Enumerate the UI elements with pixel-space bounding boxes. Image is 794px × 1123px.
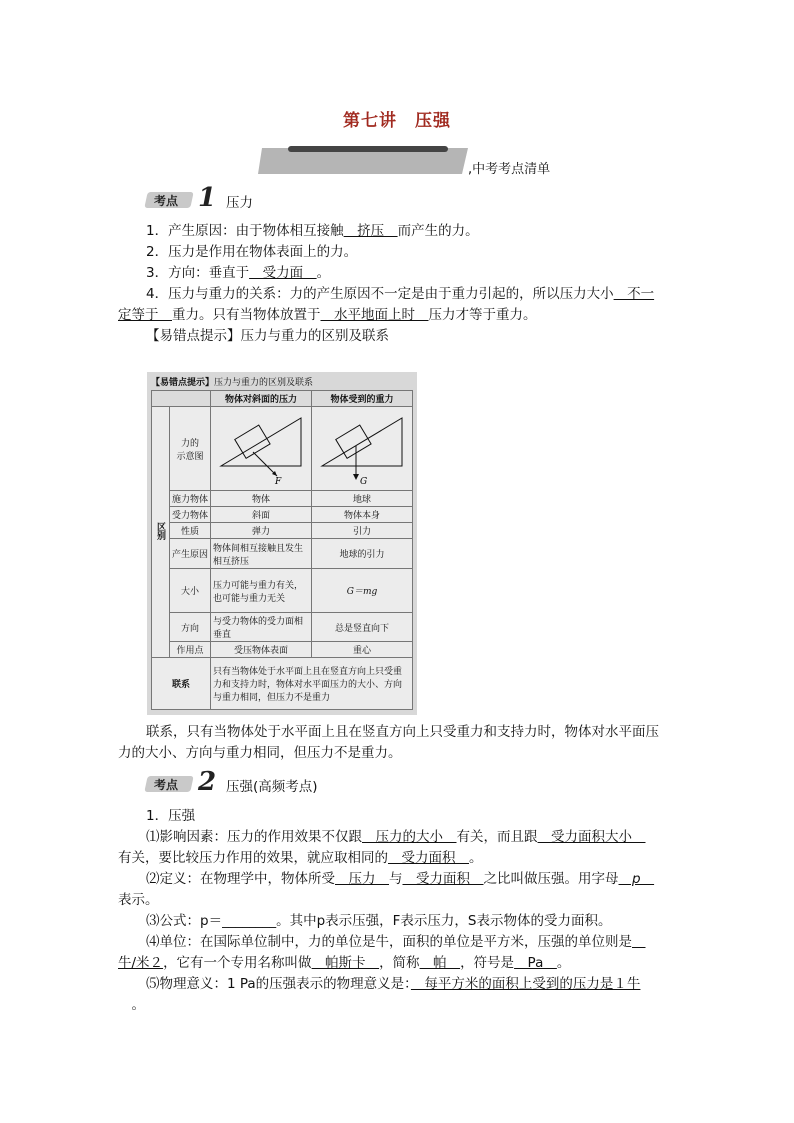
qubie-label: 区别	[152, 407, 170, 658]
force-G-label: G	[360, 477, 368, 486]
s1-line-1: 1．产生原因：由于物体相互接触 挤压 而产生的力。	[146, 223, 479, 239]
row-label: 方向	[170, 613, 211, 642]
page-title: 第七讲 压强	[343, 111, 451, 131]
s2-line-9: 。	[118, 997, 145, 1013]
row-label: 大小	[170, 569, 211, 613]
after-table-line-2: 力的大小、方向与重力相同，但压力不是重力。	[118, 745, 402, 761]
row-label: 受力物体	[170, 507, 211, 523]
comparison-table: 物体对斜面的压力 物体受到的重力 区别 力的 示意图 F G 施力物体 物体 地球 受力物体 斜面 物体本身 性质 弹力 引力 产生原因 物体间相互接触且发生相互挤压 地球的引力 大小 压力可能与重力有关，也可能与重力无关 G＝mg 方向 与受力物体的受力面相垂直 总是竖直向下 作用点 受压物体表面 重心 联系 只有当物体处于水平面上且在竖直方向上只受重力和支持力时，物体对水平面压力的大小、方向与重力相同，但压力不是重力	[151, 390, 413, 710]
s2-heading: 1．压强	[146, 808, 196, 824]
s2-line-2: 有关，要比较压力作用的效果，就应取相同的 受力面积 。	[118, 850, 483, 866]
s2-line-3: ⑵定义：在物理学中，物体所受 压力 与 受力面积 之比叫做压强。用字母 p	[146, 871, 655, 887]
kaodian-1-title: 压力	[226, 195, 253, 211]
row-label-diagram: 力的 示意图	[170, 407, 211, 491]
force-F-label: F	[275, 477, 282, 486]
incline-gravity-diagram	[314, 408, 410, 486]
lianxi-text: 只有当物体处于水平面上且在竖直方向上只受重力和支持力时，物体对水平面压力的大小、方向与重力相同，但压力不是重力	[211, 658, 413, 710]
s2-line-1: ⑴影响因素：压力的作用效果不仅跟 压力的大小 有关，而且跟 受力面积大小	[146, 829, 646, 845]
after-table-line-1: 联系，只有当物体处于水平面上且在竖直方向上只受重力和支持力时，物体对水平面压	[146, 724, 659, 740]
col-header-gravity: 物体受到的重力	[312, 391, 413, 407]
s2-line-8: ⑸物理意义：1 Pa的压强表示的物理意义是： 每平方米的面积上受到的压力是１牛	[146, 976, 641, 992]
diagram-gravity	[312, 407, 413, 491]
s1-line-4: 4．压力与重力的关系：力的产生原因不一定是由于重力引起的，所以压力大小 不一	[146, 286, 655, 302]
s2-line-5: ⑶公式：p＝________。其中p表示压强，F表示压力，S表示物体的受力面积。	[146, 913, 612, 929]
s1-line-6: 【易错点提示】压力与重力的区别及联系	[146, 328, 389, 344]
s1-line-2: 2．压力是作用在物体表面上的力。	[146, 244, 358, 260]
kaodian-2-heading	[146, 767, 318, 797]
kaodian-2-title: 压强(高频考点)	[226, 779, 318, 795]
col-header-pressure: 物体对斜面的压力	[211, 391, 312, 407]
diagram-pressure	[211, 407, 312, 491]
s2-line-7: 牛/米２，它有一个专用名称叫做 帕斯卡 ，简称 帕 ，符号是 Pa 。	[118, 955, 571, 971]
s1-line-5: 定等于 重力。只有当物体放置于 水平地面上时 压力才等于重力。	[118, 307, 537, 323]
s2-line-6: ⑷单位：在国际单位制中，力的单位是牛，面积的单位是平方米，压强的单位则是	[146, 934, 632, 950]
comparison-table-figure	[147, 372, 417, 715]
incline-pressure-diagram	[213, 408, 309, 486]
kaodian-1-heading	[146, 183, 253, 213]
row-label: 施力物体	[170, 491, 211, 507]
row-label: 作用点	[170, 642, 211, 658]
s2-line-4: 表示。	[118, 892, 159, 908]
kaodian-badge: 考点 2	[146, 775, 226, 795]
row-label: 产生原因	[170, 539, 211, 569]
s1-line-3: 3．方向：垂直于 受力面 。	[146, 265, 331, 281]
table-caption: 【易错点提示】压力与重力的区别及联系	[151, 378, 314, 388]
banner-text: ,中考考点清单	[468, 162, 551, 177]
row-label: 性质	[170, 523, 211, 539]
lianxi-label: 联系	[152, 658, 211, 710]
kaodian-badge: 考点 1	[146, 191, 226, 211]
banner-graphic	[258, 146, 468, 174]
